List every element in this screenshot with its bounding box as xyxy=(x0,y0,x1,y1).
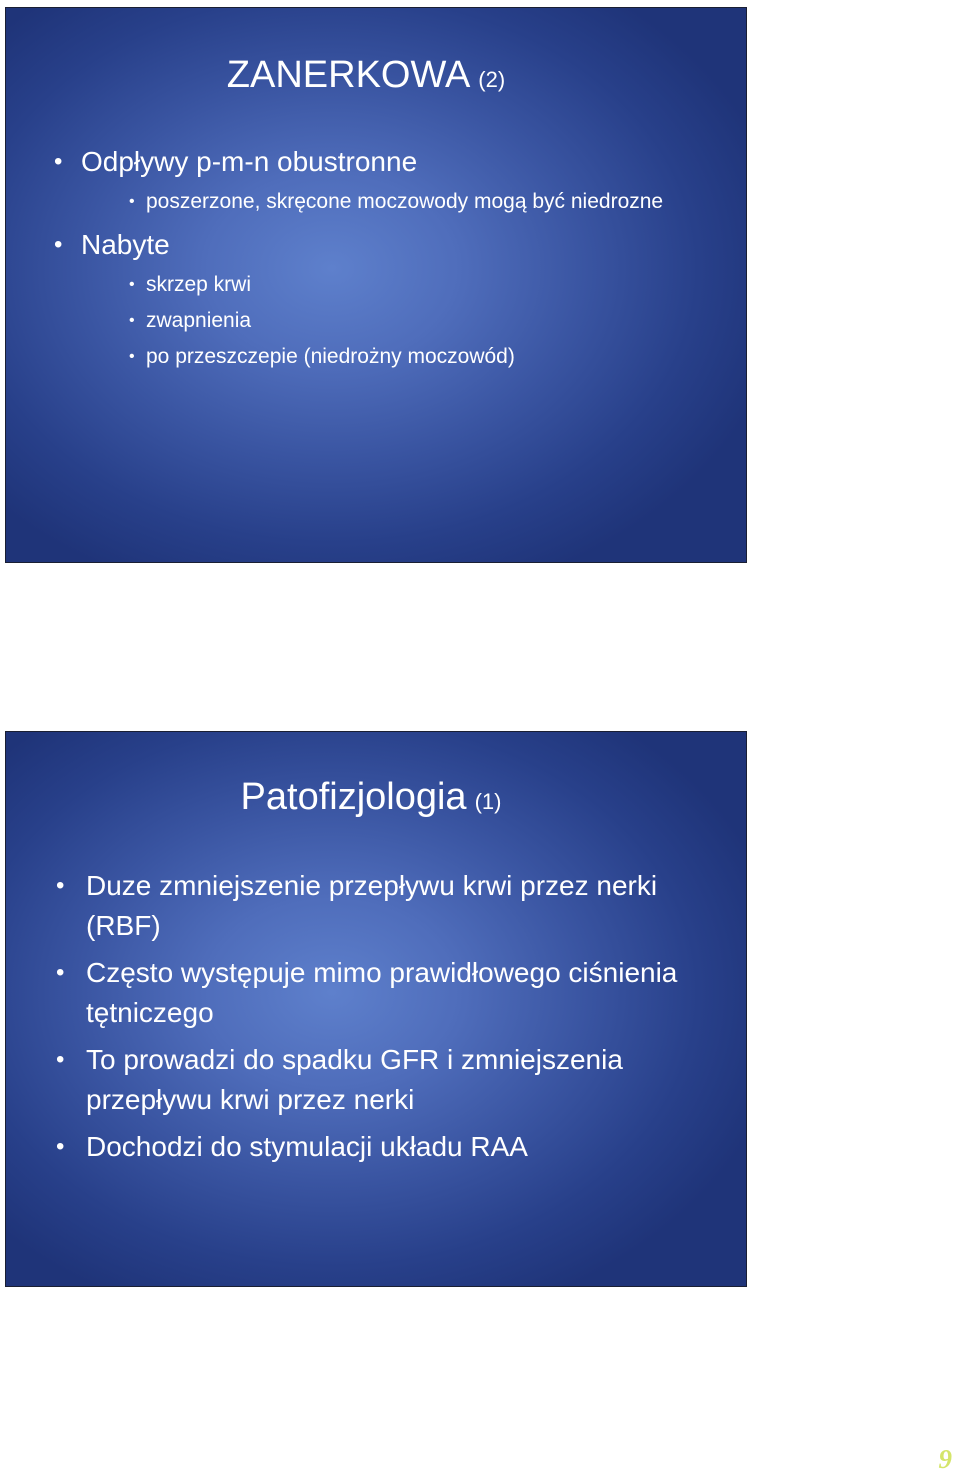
bullet-icon: • xyxy=(129,312,135,329)
bullet-icon: • xyxy=(54,148,63,175)
bullet-text: Dochodzi do stymulacji układu RAA xyxy=(86,1131,528,1162)
bullet-text: To prowadzi do spadku GFR i zmniejszenia przepływu krwi przez nerki xyxy=(86,1044,623,1115)
slide-patofizjologia xyxy=(5,731,747,1287)
bullet-text: zwapnienia xyxy=(146,309,252,332)
slide-title-text: Patofizjologia xyxy=(240,776,467,818)
bullet-icon: • xyxy=(56,1046,65,1073)
slide-zanerkowa xyxy=(5,7,747,563)
bullet-text: po przeszczepie (niedrożny moczowód) xyxy=(146,345,515,368)
slide-title-suffix: (2) xyxy=(478,67,506,92)
bullet-icon: • xyxy=(56,959,65,986)
bullet-icon: • xyxy=(56,872,65,899)
slide-title xyxy=(6,776,746,819)
slide-title-text: ZANERKOWA xyxy=(226,54,471,96)
bullet-text: Odpływy p-m-n obustronne xyxy=(81,146,418,177)
bullet-icon: • xyxy=(56,1133,65,1160)
bullet-icon: • xyxy=(129,193,135,210)
bullet-text: skrzep krwi xyxy=(146,273,252,296)
bullet-text: Nabyte xyxy=(81,229,170,260)
page-number: 9 xyxy=(938,1444,952,1474)
bullet-text: Często występuje mimo prawidłowego ciśnienia tętniczego xyxy=(86,957,678,1028)
slide-title-suffix: (1) xyxy=(474,789,502,814)
bullet-text: poszerzone, skręcone moczowody mogą być niedrozne xyxy=(146,190,664,213)
bullet-icon: • xyxy=(129,276,135,293)
bullet-icon: • xyxy=(129,348,135,365)
slide-title xyxy=(6,54,746,97)
bullet-text: Duze zmniejszenie przepływu krwi przez nerki (RBF) xyxy=(86,870,658,941)
bullet-icon: • xyxy=(54,231,63,258)
